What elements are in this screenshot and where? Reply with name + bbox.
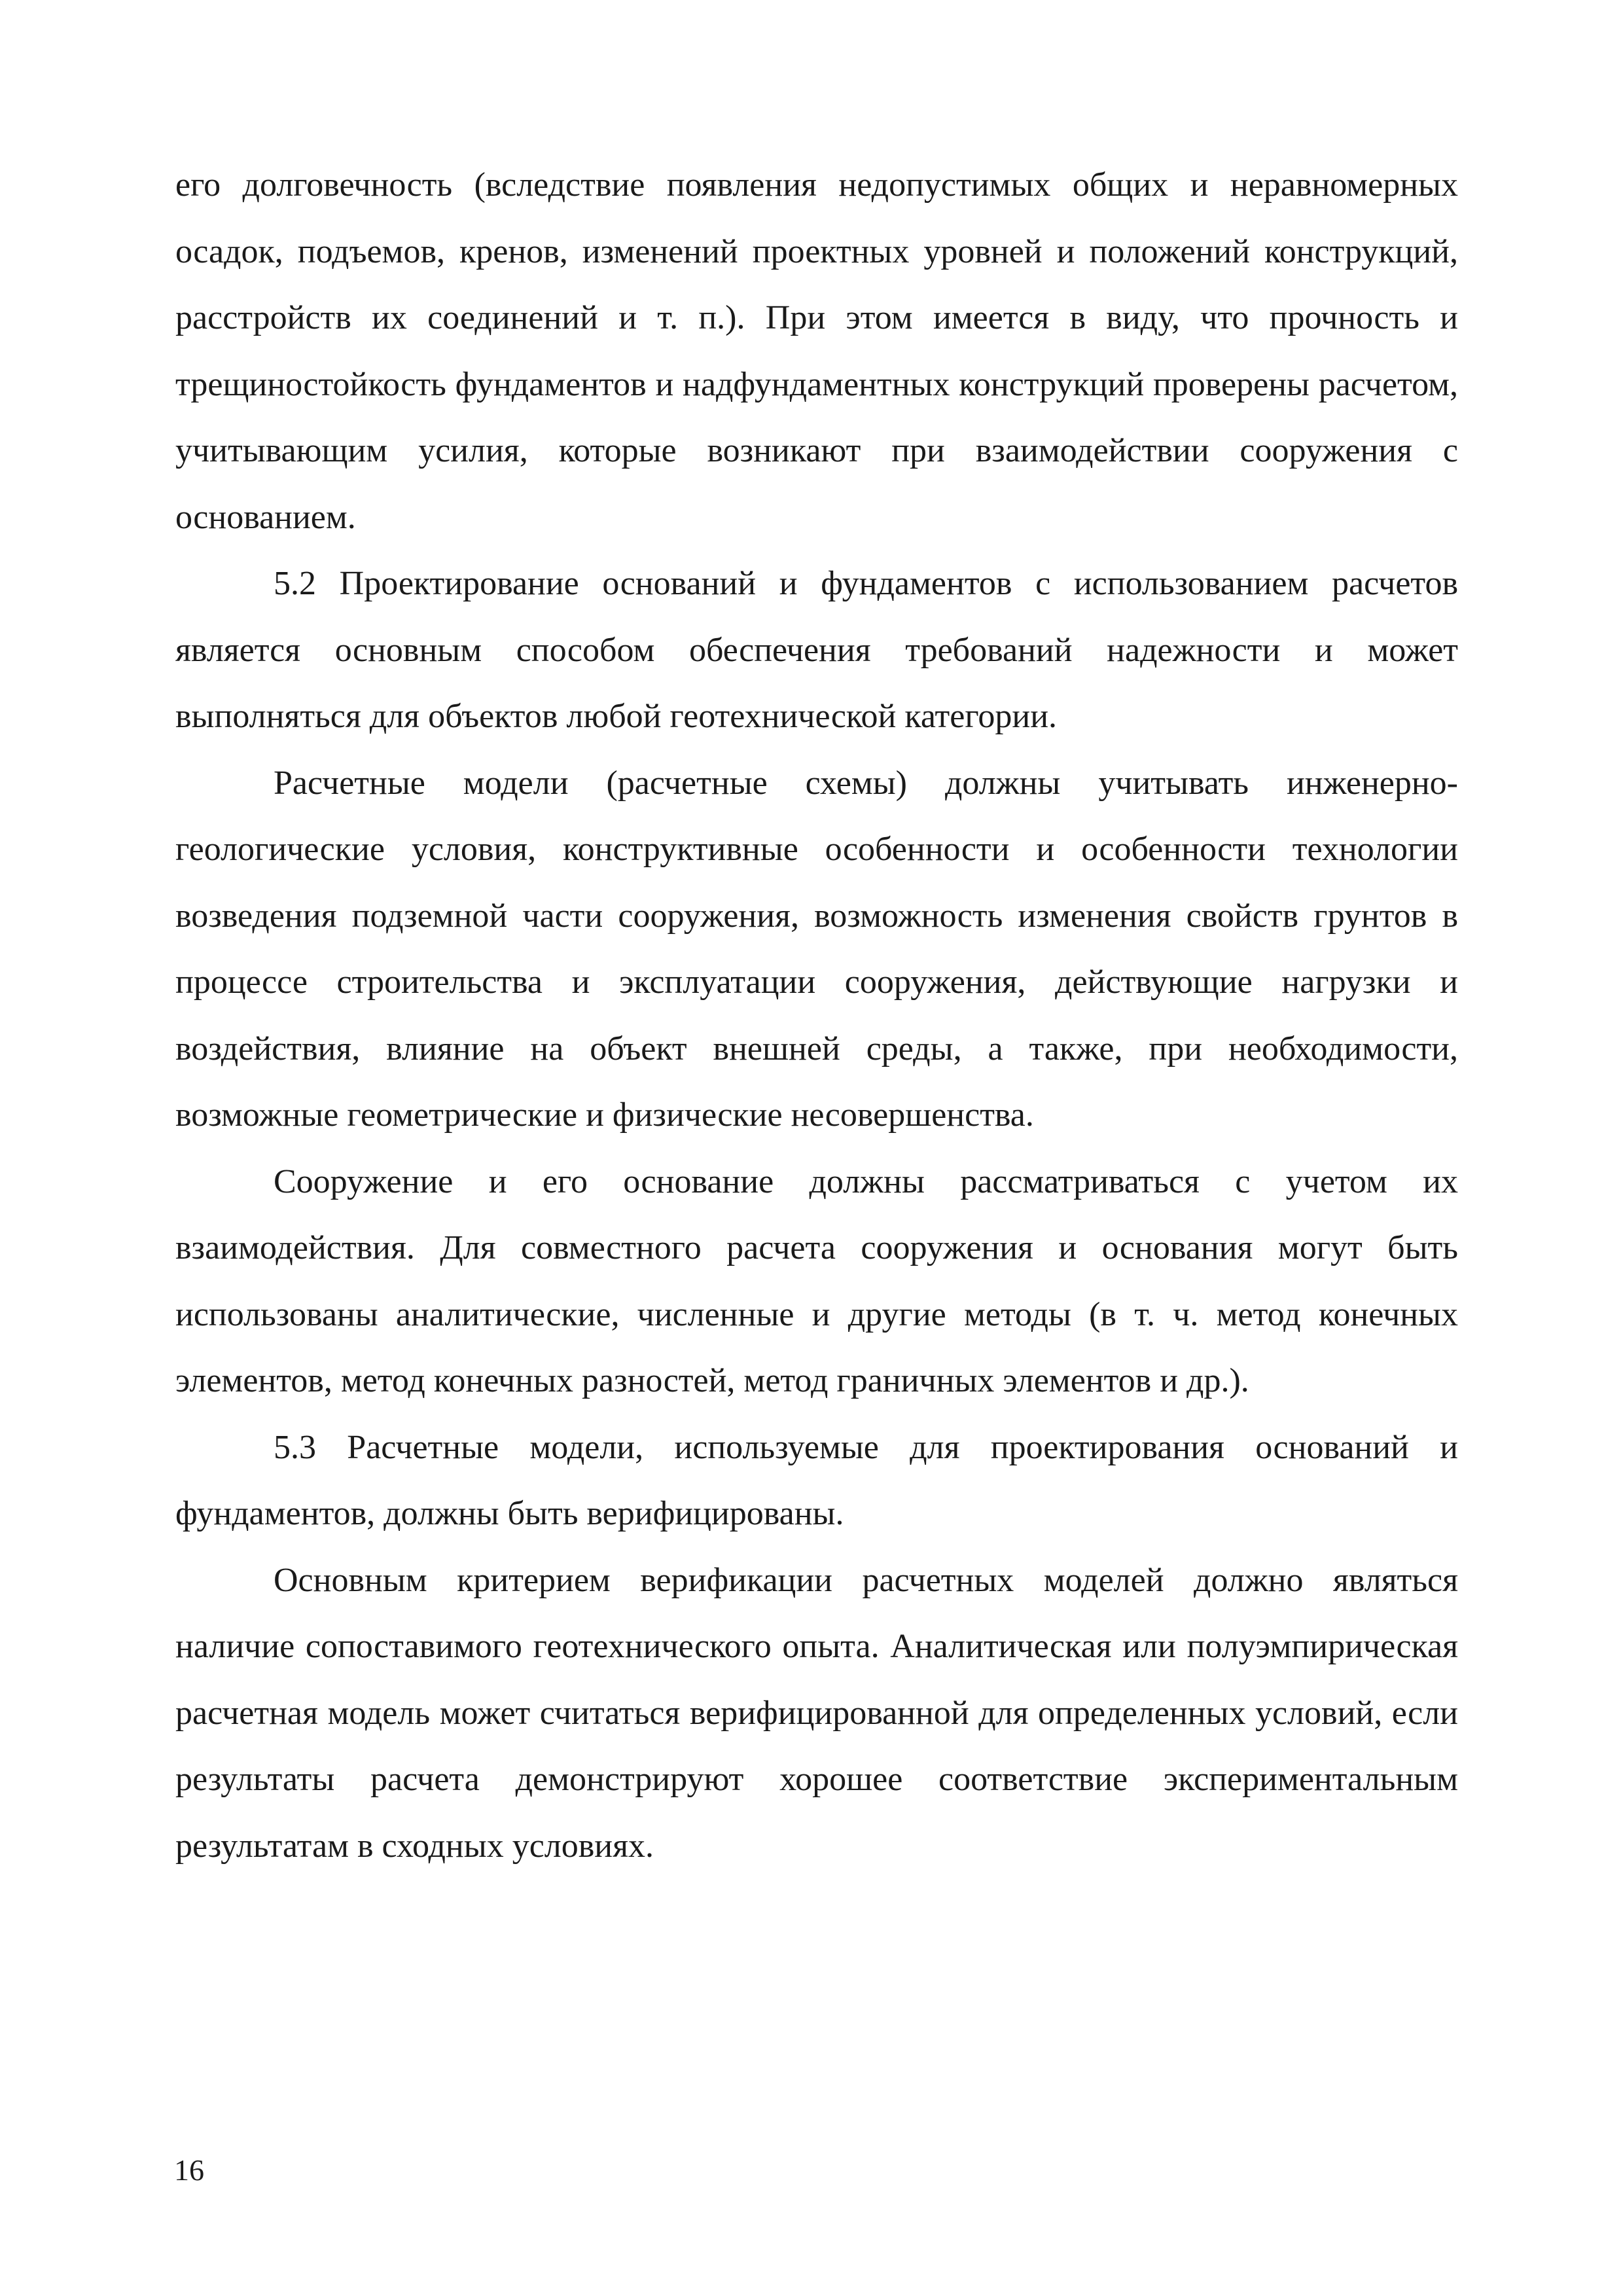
page-number: 16	[174, 2153, 204, 2187]
paragraph-verification-criterion: Основным критерием верификации расчетных моделей должно являться наличие сопоставимого геотехнического опыта. Аналитическая или полуэмпирическая расчетная модель может считаться верифицированной для определенных условий, если результаты расчета демонстрируют хорошее соответствие экспериментальным результатам в сходных условиях.	[175, 1561, 1458, 1865]
paragraph-5-2: 5.2 Проектирование оснований и фундаментов с использованием расчетов является основным способом обеспечения требований надежности и может выполняться для объектов любой геотехнической категории.	[175, 565, 1458, 735]
paragraph-continuation: его долговечность (вследствие появления недопустимых общих и неравномерных осадок, подъемов, кренов, изменений проектных уровней и положений конструкций, расстройств их соединений и т. п.). При этом имеется в виду, что прочность и трещиностойкость фундаментов и надфундаментных конструкций проверены расчетом, учитывающим усилия, которые возникают при взаимодействии сооружения с основанием.	[175, 166, 1458, 536]
paragraph-5-3: 5.3 Расчетные модели, используемые для проектирования оснований и фундаментов, должны быть верифицированы.	[175, 1428, 1458, 1532]
body-text	[175, 152, 1458, 1879]
paragraph-interaction: Сооружение и его основание должны рассматриваться с учетом их взаимодействия. Для совместного расчета сооружения и основания могут быть использованы аналитические, численные и другие методы (в т. ч. метод конечных элементов, метод конечных разностей, метод граничных элементов и др.).	[175, 1162, 1458, 1399]
paragraph-calculation-models: Расчетные модели (расчетные схемы) должны учитывать инженерно-геологические условия, конструктивные особенности и особенности технологии возведения подземной части сооружения, возможность изменения свойств грунтов в процессе строительства и эксплуатации сооружения, действующие нагрузки и воздействия, влияние на объект внешней среды, а также, при необходимости, возможные геометрические и физические несовершенства.	[175, 764, 1458, 1134]
